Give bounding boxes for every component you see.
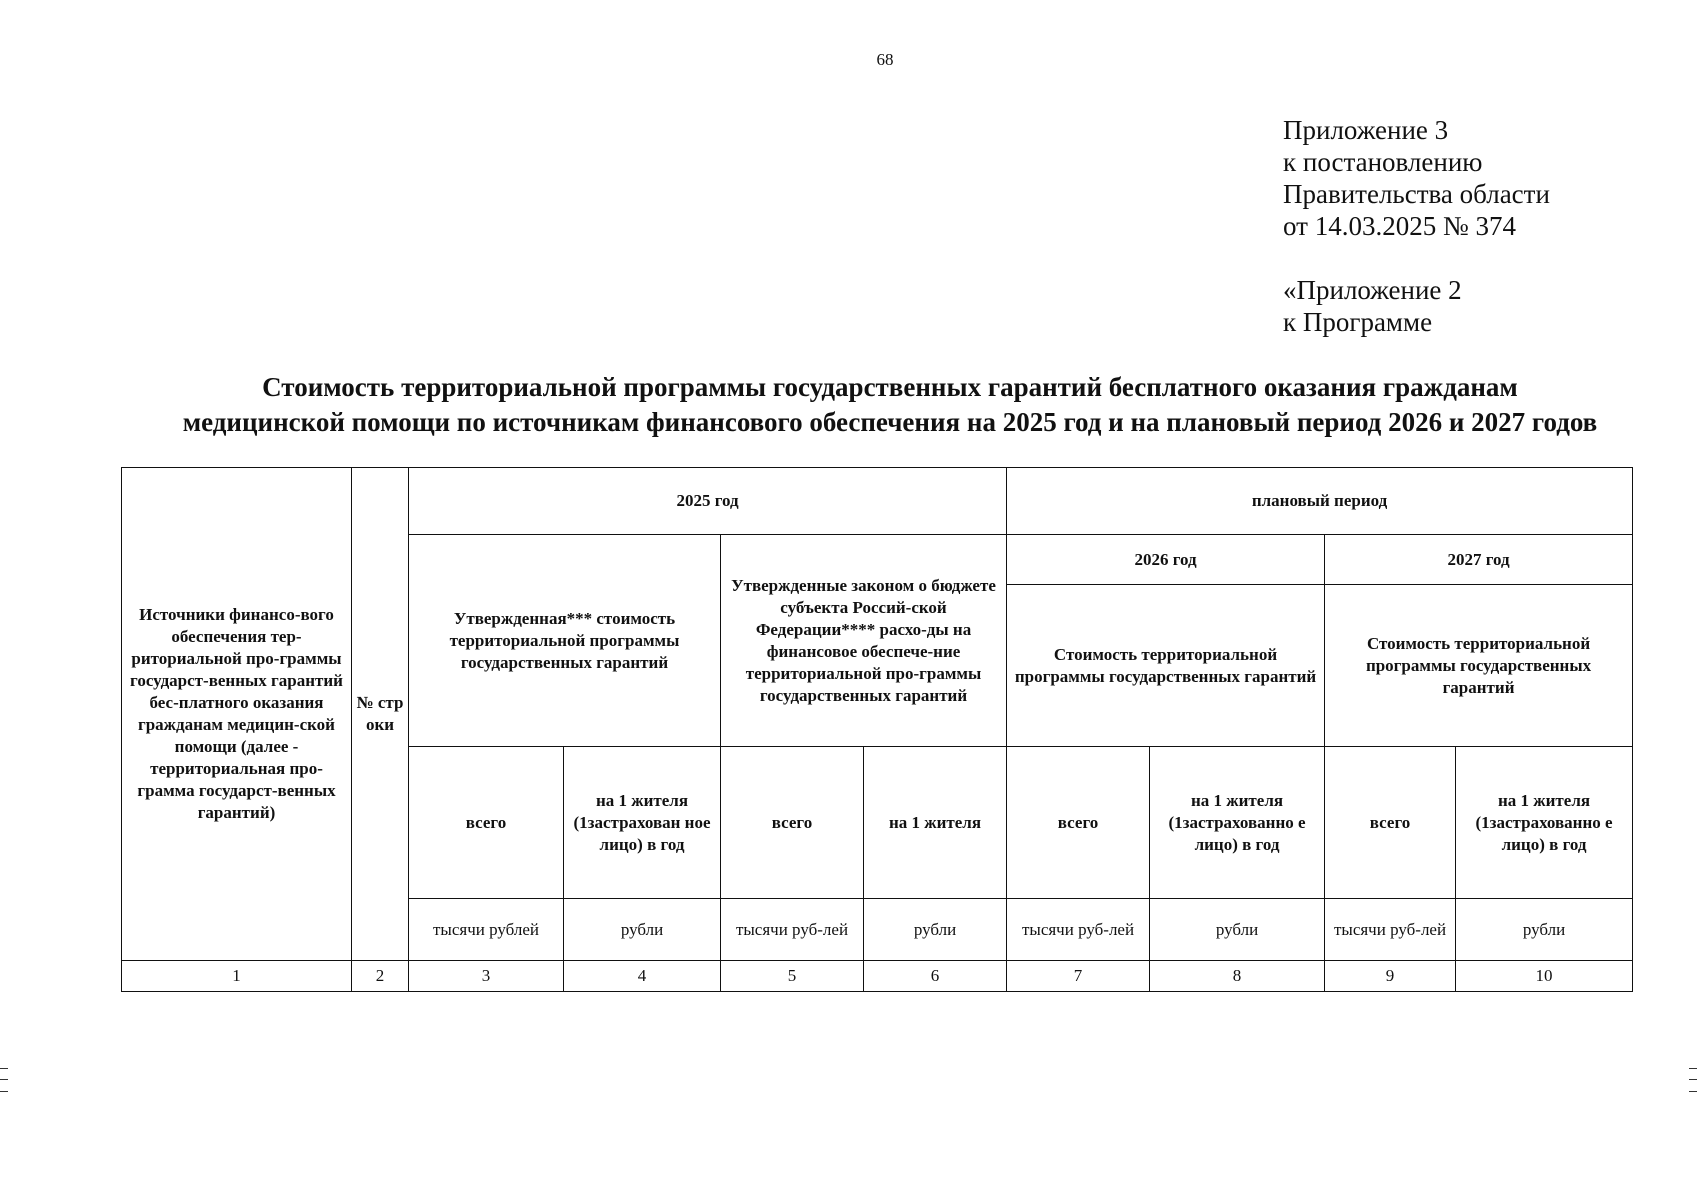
appendix-line: от 14.03.2025 № 374: [1283, 211, 1516, 241]
column-number: 4: [564, 961, 721, 992]
column-number: 3: [409, 961, 564, 992]
unit-rubles: рубли: [564, 899, 721, 961]
unit-thousands: тысячи руб-лей: [1325, 899, 1456, 961]
column-number: 9: [1325, 961, 1456, 992]
column-number: 5: [721, 961, 864, 992]
appendix-line: Приложение 3: [1283, 115, 1449, 145]
header-cost-2026: Стоимость территориальной программы государственных гарантий: [1007, 585, 1325, 747]
appendix-line: к Программе: [1283, 307, 1433, 337]
unit-thousands: тысячи руб-лей: [1007, 899, 1150, 961]
header-total-2025: всего: [409, 747, 564, 899]
appendix-gap: [1283, 242, 1550, 274]
column-number: 8: [1150, 961, 1325, 992]
column-number: 2: [352, 961, 409, 992]
unit-rubles: рубли: [864, 899, 1007, 961]
header-per-insured-2025: на 1 жителя (1застрахован ное лицо) в год: [564, 747, 721, 899]
cost-table: [121, 467, 1633, 992]
unit-thousands: тысячи рублей: [409, 899, 564, 961]
header-total-law: всего: [721, 747, 864, 899]
header-per-insured-2026: на 1 жителя (1застрахованно е лицо) в год: [1150, 747, 1325, 899]
page-number: 68: [876, 50, 894, 69]
appendix-line: «Приложение 2: [1283, 275, 1462, 305]
column-number: 7: [1007, 961, 1150, 992]
header-cost-2027: Стоимость территориальной программы государственных гарантий: [1325, 585, 1633, 747]
column-number: 1: [122, 961, 352, 992]
left-scan-mark: [0, 1068, 8, 1092]
unit-rubles: рубли: [1456, 899, 1633, 961]
header-total-2026: всего: [1007, 747, 1150, 899]
header-year-2025: 2025 год: [409, 468, 1007, 535]
header-approved-by-law: Утвержденные законом о бюджете субъекта Россий-ской Федерации**** расхо-ды на финансовое обеспече-ние территориальной про-граммы государственных гарантий: [721, 535, 1007, 747]
appendix-block: [1283, 114, 1550, 338]
unit-rubles: рубли: [1150, 899, 1325, 961]
header-year-2026: 2026 год: [1007, 535, 1325, 585]
header-approved-cost: Утвержденная*** стоимость территориальной программы государственных гарантий: [409, 535, 721, 747]
unit-thousands: тысячи руб-лей: [721, 899, 864, 961]
header-sources: Источники финансо-вого обеспечения тер-риториальной про-граммы государст-венных гарантий бес-платного оказания гражданам медицин-ской помощи (далее - территориальная про-грамма государст-венных гарантий): [122, 468, 352, 961]
column-number: 6: [864, 961, 1007, 992]
title-line: медицинской помощи по источникам финансового обеспечения на 2025 год и на плановый период 2026 и 2027 годов: [182, 407, 1598, 437]
document-title: [120, 370, 1660, 440]
right-scan-mark: [1689, 1068, 1697, 1092]
header-per-insured-2027: на 1 жителя (1застрахованно е лицо) в год: [1456, 747, 1633, 899]
header-per-resident-law: на 1 жителя: [864, 747, 1007, 899]
header-total-2027: всего: [1325, 747, 1456, 899]
appendix-line: Правительства области: [1283, 179, 1550, 209]
header-planned-period: плановый период: [1007, 468, 1633, 535]
title-line: Стоимость территориальной программы государственных гарантий бесплатного оказания гражданам: [262, 372, 1518, 402]
header-year-2027: 2027 год: [1325, 535, 1633, 585]
header-row-number: № стр оки: [352, 468, 409, 961]
appendix-line: к постановлению: [1283, 147, 1483, 177]
column-number: 10: [1456, 961, 1633, 992]
